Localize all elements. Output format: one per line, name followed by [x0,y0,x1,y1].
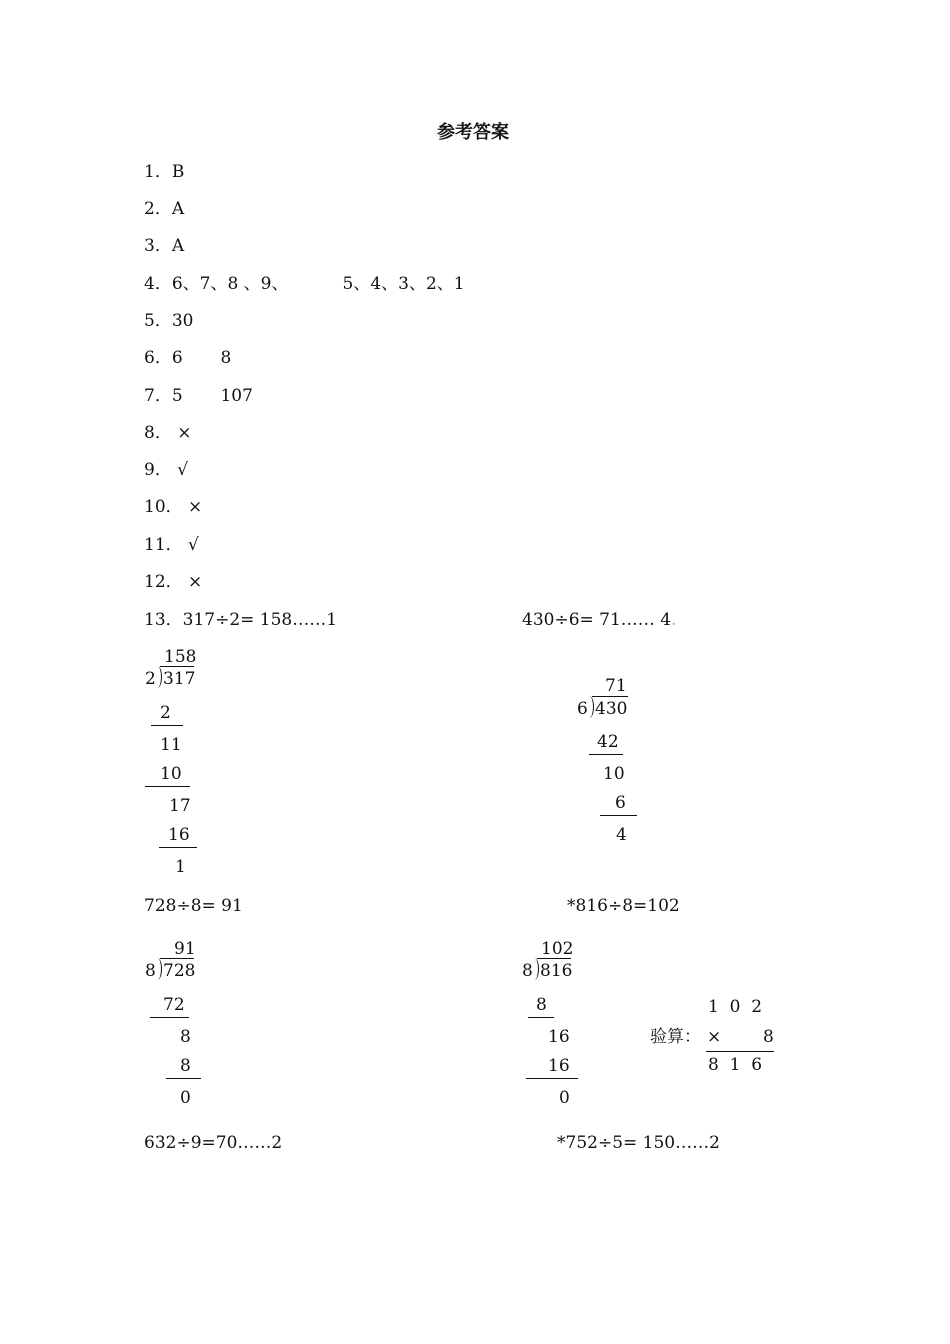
divisor: 8 [522,961,533,981]
dividend: 728 [163,961,196,981]
remainder: 4 [616,825,627,845]
remainder: 0 [559,1088,570,1108]
quotient: 158 [164,647,197,667]
q13-equation-3: 728÷8= 91 [144,896,243,916]
answer-3: 3．A [144,236,185,256]
step-line [526,1078,578,1079]
answer-6: 6．6 8 [144,348,232,368]
division-bracket [153,958,162,980]
answer-2: 2．A [144,199,185,219]
check-label: 验算： [650,1027,701,1047]
answer-10: 10． × [144,497,203,517]
step: 16 [168,825,190,845]
quotient: 71 [605,676,627,696]
dividend: 317 [163,669,196,689]
step-line [600,815,637,816]
division-bracket [585,696,594,718]
step: 72 [163,995,185,1015]
step-line [528,1017,554,1018]
q13-equation-4: *816÷8=102 [567,896,680,916]
step-line [589,754,623,755]
divisor: 8 [145,961,156,981]
step: 17 [169,796,191,816]
answer-1: 1．B [144,162,185,182]
step: 8 [536,995,547,1015]
remainder: 0 [180,1088,191,1108]
q13-equation-5: 632÷9=70……2 [144,1133,283,1153]
step-line [150,1017,189,1018]
product: 8 1 6 [708,1055,763,1075]
step-line [166,1078,201,1079]
divisor: 6 [577,699,588,719]
quotient: 91 [174,939,196,959]
multiplier: 8 [763,1027,774,1047]
step: 6 [615,793,626,813]
division-bar [160,666,194,667]
step: 8 [180,1027,191,1047]
times-sign: × [707,1027,722,1047]
q13-equation-2-dot: . [671,610,677,630]
answer-5: 5．30 [144,311,194,331]
step-line [159,847,197,848]
division-bar [537,958,571,959]
q13-equation-1: 13．317÷2= 158……1 [144,610,338,630]
answer-12: 12． × [144,572,203,592]
step: 2 [160,703,171,723]
division-bracket [153,666,162,688]
product-line [706,1051,774,1052]
step: 11 [160,735,182,755]
step: 8 [180,1056,191,1076]
answer-7: 7．5 107 [144,386,253,406]
divisor: 2 [145,669,156,689]
answer-8: 8． × [144,423,192,443]
q13-equation-2-text: 430÷6= 71…… 4 [522,610,672,630]
division-bar [160,958,194,959]
step-line [151,725,183,726]
step: 16 [548,1056,570,1076]
step: 42 [597,732,619,752]
step: 10 [603,764,625,784]
step-line [145,786,190,787]
step: 10 [160,764,182,784]
quotient: 102 [541,939,574,959]
division-bracket [530,958,539,980]
answer-4: 4．6、7、8 、9、 5、4、3、2、1 [144,274,465,294]
answer-11: 11． √ [144,535,199,555]
q13-equation-2 [522,610,676,630]
dividend: 816 [540,961,573,981]
remainder: 1 [175,857,186,877]
dividend: 430 [595,699,628,719]
q13-equation-6: *752÷5= 150……2 [557,1133,720,1153]
step: 16 [548,1027,570,1047]
answer-9: 9． √ [144,460,189,480]
check-row-1: 1 0 2 [708,997,763,1017]
page-title: 参考答案 [437,122,509,143]
division-bar [592,696,628,697]
